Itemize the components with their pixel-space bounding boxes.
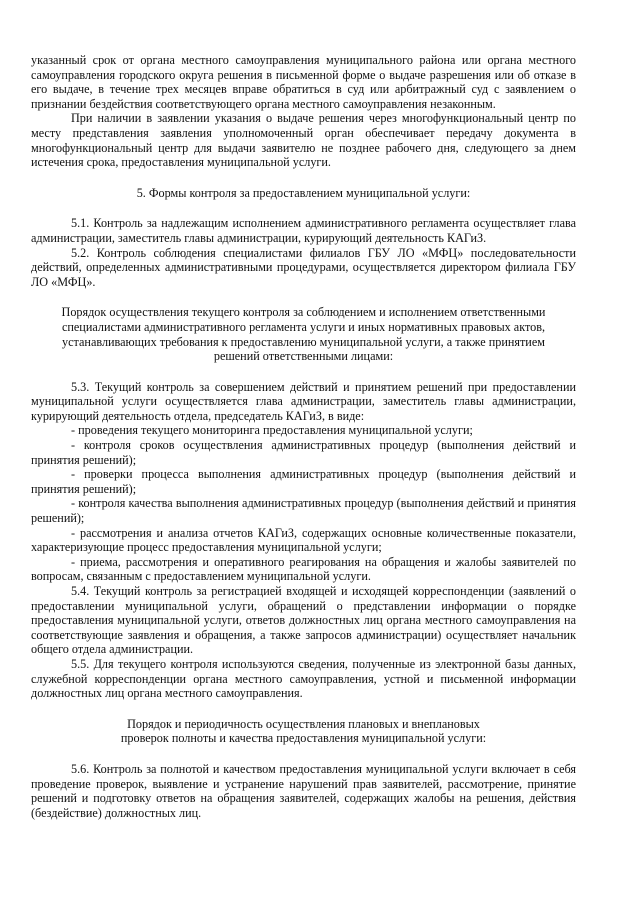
list-item: - контроля качества выполнения административных процедур (выполнения действий и принятия решений); [31, 496, 576, 526]
heading-periodic-checks [31, 717, 576, 746]
paragraph-5-3: 5.3. Текущий контроль за совершением действий и принятием решений при предоставлении муниципальной услуги осуществляется глава администрации, заместитель главы администрации, курирующий деятельность отдела, председатель КАГиЗ, в виде: [31, 379, 576, 423]
list-item: - контроля сроков осуществления административных процедур (выполнения действий и принятия решений); [31, 438, 576, 467]
list-item: - проверки процесса выполнения административных процедур (выполнения действий и принятия решений); [31, 467, 576, 496]
heading-line: проверок полноты и качества предоставления муниципальной услуги: [120, 731, 487, 746]
paragraph-5-4: 5.4. Текущий контроль за регистрацией входящей и исходящей корреспонденции (заявлений о предоставлении муниципальной услуги, обращений о представлении информации о порядке предоставления муниципальной услуги, ответов должностных лиц органа местного самоуправления на соответствующие заявления и обращения, а также запросов администрации) осуществляет начальник общего отдела администрации. [31, 584, 576, 657]
paragraph-mfc-delivery: При наличии в заявлении указания о выдаче решения через многофункциональный центр по месту представления заявления уполномоченный орган обеспечивает передачу документа в многофункциональный центр для выдачи заявителю не позднее рабочего дня, следующего за днем истечения срока, предоставления муниципальной услуги. [31, 111, 576, 170]
list-item: - проведения текущего мониторинга предоставления муниципальной услуги; [71, 423, 473, 438]
document-page [31, 53, 576, 820]
paragraph-5-2: 5.2. Контроль соблюдения специалистами филиалов ГБУ ЛО «МФЦ» последовательности действий, определенных административными процедурами, осуществляется директором филиала ГБУ ЛО «МФЦ». [31, 245, 576, 289]
heading-line: устанавливающих требования к предоставлению муниципальной услуги, а также принятием [62, 334, 545, 349]
heading-line: специалистами административного регламента услуги и иных нормативных правовых актов, [61, 319, 546, 334]
section-5-title: 5. Формы контроля за предоставлением муниципальной услуги: [136, 185, 471, 200]
heading-line: Порядок осуществления текущего контроля за соблюдением и исполнением ответственными [61, 305, 546, 320]
heading-line: Порядок и периодичность осуществления плановых и внеплановых [127, 716, 480, 731]
paragraph-deadline-appeal: указанный срок от органа местного самоуправления муниципального района или органа местного самоуправления городского округа решения в письменной форме о выдаче разрешения или об отказе в его выдаче, в течение трех месяцев вправе обратиться в суд или арбитражный суд с заявлением о признании бездействия соответствующего органа местного самоуправления незаконным. [31, 53, 576, 111]
list-item: - приема, рассмотрения и оперативного реагирования на обращения и жалобы заявителей по вопросам, связанным с предоставлением муниципальной услуги. [31, 554, 576, 584]
list-item: - рассмотрения и анализа отчетов КАГиЗ, содержащих основные количественные показатели, характеризующие процесс предоставления муниципальной услуги; [31, 525, 576, 555]
heading-current-control [31, 305, 576, 363]
paragraph-5-5: 5.5. Для текущего контроля используются сведения, полученные из электронной базы данных, служебной корреспонденции органа местного самоуправления, устной и письменной информации должностных лиц органа местного самоуправления. [31, 656, 576, 701]
heading-line: решений ответственными лицами: [213, 349, 394, 364]
paragraph-5-1: 5.1. Контроль за надлежащим исполнением административного регламента осуществляет глава администрации, заместитель главы администрации, курирующий деятельность КАГиЗ. [31, 216, 576, 245]
paragraph-5-6: 5.6. Контроль за полнотой и качеством предоставления муниципальной услуги включает в себя проведение проверок, выявление и устранение нарушений прав заявителей, рассмотрение, принятие решений и подготовку ответов на обращения заявителей, содержащих жалобы на решения, действия (бездействие) должностных лиц. [31, 761, 576, 820]
